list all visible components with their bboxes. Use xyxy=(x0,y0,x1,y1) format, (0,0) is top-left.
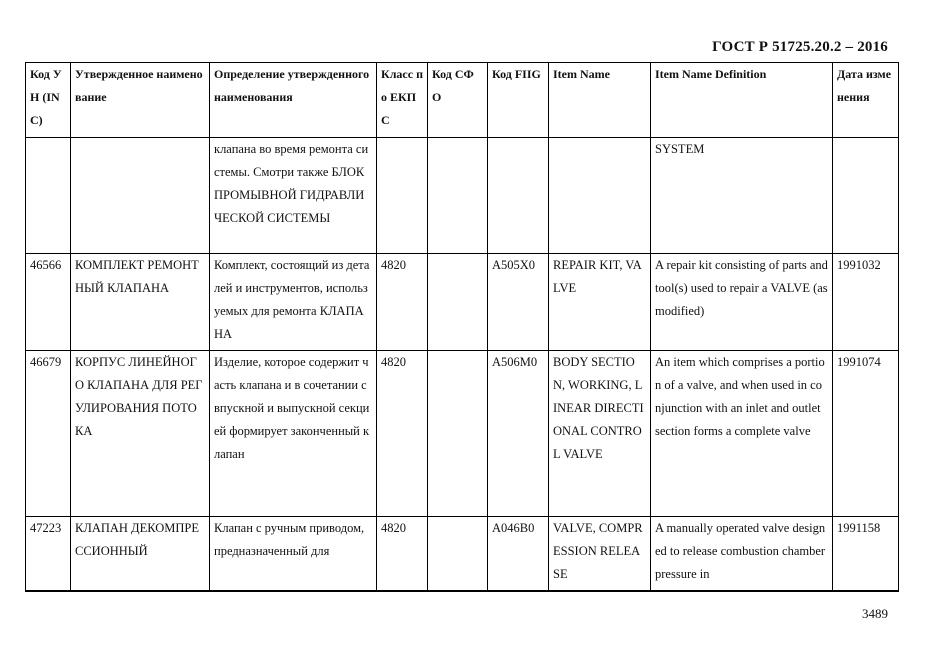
item-names-table xyxy=(25,62,899,592)
table-row xyxy=(26,351,899,517)
cell-definition: Клапан с ручным приводом, предназначенный для xyxy=(210,517,377,591)
column-header-definition: Определение утвержденного наименования xyxy=(210,63,377,138)
document-code: ГОСТ Р 51725.20.2 – 2016 xyxy=(712,39,888,55)
cell-code: 46679 xyxy=(26,351,71,517)
table-row xyxy=(26,138,899,254)
cell-item-definition: SYSTEM xyxy=(651,138,833,254)
cell-sfo xyxy=(428,517,488,591)
column-header-fiig: Код FIIG xyxy=(488,63,549,138)
cell-definition: клапана во время ремонта системы. Смотри также БЛОК ПРОМЫВНОЙ ГИДРАВЛИЧЕСКОЙ СИСТЕМЫ xyxy=(210,138,377,254)
cell-date: 1991158 xyxy=(833,517,899,591)
cell-class xyxy=(377,138,428,254)
cell-item-name: VALVE, COMPRESSION RELEASE xyxy=(549,517,651,591)
column-header-item-definition: Item Name Definition xyxy=(651,63,833,138)
cell-name: КОРПУС ЛИНЕЙНОГО КЛАПАНА ДЛЯ РЕГУЛИРОВАНИЯ ПОТОКА xyxy=(71,351,210,517)
cell-fiig: A506M0 xyxy=(488,351,549,517)
column-header-item-name: Item Name xyxy=(549,63,651,138)
cell-name: КОМПЛЕКТ РЕМОНТНЫЙ КЛАПАНА xyxy=(71,254,210,351)
column-header-class: Класс по ЕКПС xyxy=(377,63,428,138)
cell-date: 1991074 xyxy=(833,351,899,517)
cell-code xyxy=(26,138,71,254)
cell-item-name: REPAIR KIT, VALVE xyxy=(549,254,651,351)
cell-date: 1991032 xyxy=(833,254,899,351)
column-header-sfo: Код СФО xyxy=(428,63,488,138)
page-number: 3489 xyxy=(862,606,888,621)
cell-name xyxy=(71,138,210,254)
cell-sfo xyxy=(428,254,488,351)
cell-code: 46566 xyxy=(26,254,71,351)
table-header-row xyxy=(26,63,899,138)
cell-class: 4820 xyxy=(377,351,428,517)
cell-fiig xyxy=(488,138,549,254)
cell-name: КЛАПАН ДЕКОМПРЕССИОННЫЙ xyxy=(71,517,210,591)
table-row xyxy=(26,517,899,591)
table-row xyxy=(26,254,899,351)
column-header-code: Код УН (INC) xyxy=(26,63,71,138)
cell-fiig: A505X0 xyxy=(488,254,549,351)
cell-definition: Изделие, которое содержит часть клапана и в сочетании с впускной и выпускной секцией формирует законченный клапан xyxy=(210,351,377,517)
column-header-date: Дата изменения xyxy=(833,63,899,138)
cell-item-name: BODY SECTION, WORKING, LINEAR DIRECTIONAL CONTROL VALVE xyxy=(549,351,651,517)
cell-date xyxy=(833,138,899,254)
cell-class: 4820 xyxy=(377,517,428,591)
cell-item-definition: A repair kit consisting of parts and tool(s) used to repair a VALVE (as modified) xyxy=(651,254,833,351)
column-header-name: Утвержденное наименование xyxy=(71,63,210,138)
cell-item-definition: An item which comprises a portion of a valve, and when used in conjunction with an inlet and outlet section forms a complete valve xyxy=(651,351,833,517)
cell-item-definition: A manually operated valve designed to release combustion chamber pressure in xyxy=(651,517,833,591)
cell-item-name xyxy=(549,138,651,254)
cell-definition: Комплект, состоящий из деталей и инструментов, используемых для ремонта КЛАПАНА xyxy=(210,254,377,351)
cell-sfo xyxy=(428,138,488,254)
cell-sfo xyxy=(428,351,488,517)
cell-code: 47223 xyxy=(26,517,71,591)
cell-class: 4820 xyxy=(377,254,428,351)
cell-fiig: A046B0 xyxy=(488,517,549,591)
